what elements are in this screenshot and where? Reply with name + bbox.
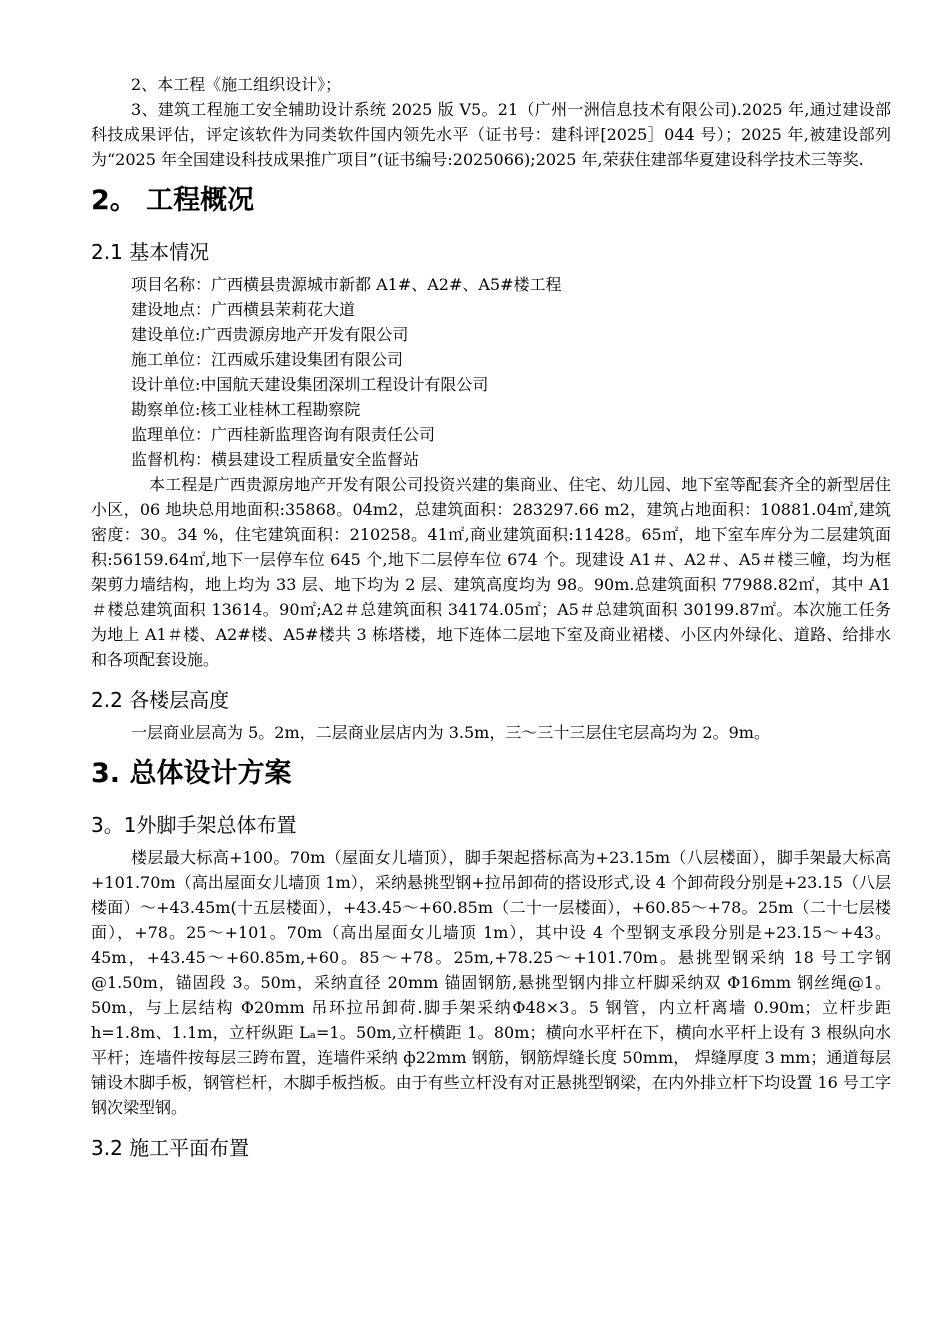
project-info-item: 监理单位：广西桂新监理咨询有限责任公司 [131, 425, 436, 444]
section-2-1-heading: 2.1 基本情况 [91, 240, 210, 264]
section-2-heading: 2。 工程概况 [91, 185, 255, 216]
section-2-2-heading: 2.2 各楼层高度 [91, 688, 230, 712]
project-info-item: 勘察单位:核工业桂林工程勘察院 [131, 400, 361, 419]
floor-height-paragraph: 一层商业层高为 5。2m，二层商业层店内为 3.5m，三～三十三层住宅层高均为 2。9m。 [131, 723, 770, 742]
section-3-1-heading: 3。1外脚手架总体布置 [91, 813, 297, 837]
project-info-list [91, 272, 891, 472]
scaffold-layout-paragraph: 楼层最大标高+100。70m（屋面女儿墙顶），脚手架起搭标高为+23.15m（八层楼面），脚手架最大标高+101.70m（高出屋面女儿墙顶 1m），采纳悬挑型钢+拉吊卸荷的搭设形式,设 4 个卸荷段分别是+23.15（八层楼面）～+43.45m(十五层楼面），+43.45～+60.85m（二十一层楼面），+60.85～+78。25m（二十七层楼面），+78。25～+101。70m（高出屋面女儿墙顶 1m），其中设 4 个型钢支承段分别是+23.15～+43。45m，+43.45～+60.85m,+60。85～+78。25m,+78.25～+101.70m。悬挑型钢采纳 18 号工字钢@1.50m，锚固段 3。50m，采纳直径 20mm 锚固钢筋,悬挑型钢内排立杆脚采纳双 Φ16mm 钢丝绳@1。50m，与上层结构 Φ20mm 吊环拉吊卸荷.脚手架采纳Φ48×3。5 钢管，内立杆离墙 0.90m；立杆步距 h=1.8m、1.1m，立杆纵距 Lₐ=1。50m,立杆横距 1。80m；横向水平杆在下，横向水平杆上设有 3 根纵向水平杆；连墙件按每层三跨布置，连墙件采纳 ф22mm 钢筋，钢筋焊缝长度 50mm， 焊缝厚度 3 mm；通道每层铺设木脚手板，钢管栏杆，木脚手板挡板。由于有些立杆没有对正悬挑型钢梁，在内外排立杆下均设置 16 号工字钢次梁型钢。 [91, 848, 891, 1117]
project-info-item: 建设单位:广西贵源房地产开发有限公司 [131, 325, 409, 344]
project-info-item: 监督机构：横县建设工程质量安全监督站 [131, 450, 420, 469]
project-info-item: 设计单位:中国航天建设集团深圳工程设计有限公司 [131, 375, 489, 394]
reference-item-3: 3、建筑工程施工安全辅助设计系统 2025 版 V5。21（广州一洲信息技术有限公司).2025 年,通过建设部科技成果评估，评定该软件为同类软件国内领先水平（证书号：建科评[2025］044 号）；2025 年,被建设部列为“2025 年全国建设科技成果推广项目”(证书编号:2025066);2025 年,荣获住建部华夏建设科学技术三等奖. [91, 100, 891, 169]
document-page [91, 72, 891, 1168]
reference-item-2: 2、本工程《施工组织设计》； [131, 75, 342, 94]
project-info-item: 建设地点：广西横县茉莉花大道 [131, 300, 356, 319]
section-3-2-heading: 3.2 施工平面布置 [91, 1136, 250, 1160]
section-3-heading: 3. 总体设计方案 [91, 758, 292, 789]
project-info-item: 项目名称：广西横县贵源城市新都 A1#、A2#、A5#楼工程 [131, 275, 562, 294]
project-overview-paragraph: 本工程是广西贵源房地产开发有限公司投资兴建的集商业、住宅、幼儿园、地下室等配套齐全的新型居住小区，06 地块总用地面积:35868。04m2，总建筑面积：283297.66 m2，建筑占地面积：10881.04㎡,建筑密度：30。34 %，住宅建筑面积：210258。41㎡,商业建筑面积:11428。65㎡，地下室车库分为二层建筑面积:56159.64㎡,地下一层停车位 645 个,地下二层停车位 674 个。现建设 A1＃、A2＃、A5＃楼三幢，均为框架剪力墙结构，地上均为 33 层、地下均为 2 层、建筑高度均为 98。90m.总建筑面积 77988.82㎡，其中 A1＃楼总建筑面积 13614。90㎡;A2＃总建筑面积 34174.05㎡；A5＃总建筑面积 30199.87㎡。本次施工任务为地上 A1＃楼、A2#楼、A5#楼共 3 栋塔楼，地下连体二层地下室及商业裙楼、小区内外绿化、道路、给排水和各项配套设施。 [91, 475, 891, 669]
project-info-item: 施工单位：江西威乐建设集团有限公司 [131, 350, 404, 369]
